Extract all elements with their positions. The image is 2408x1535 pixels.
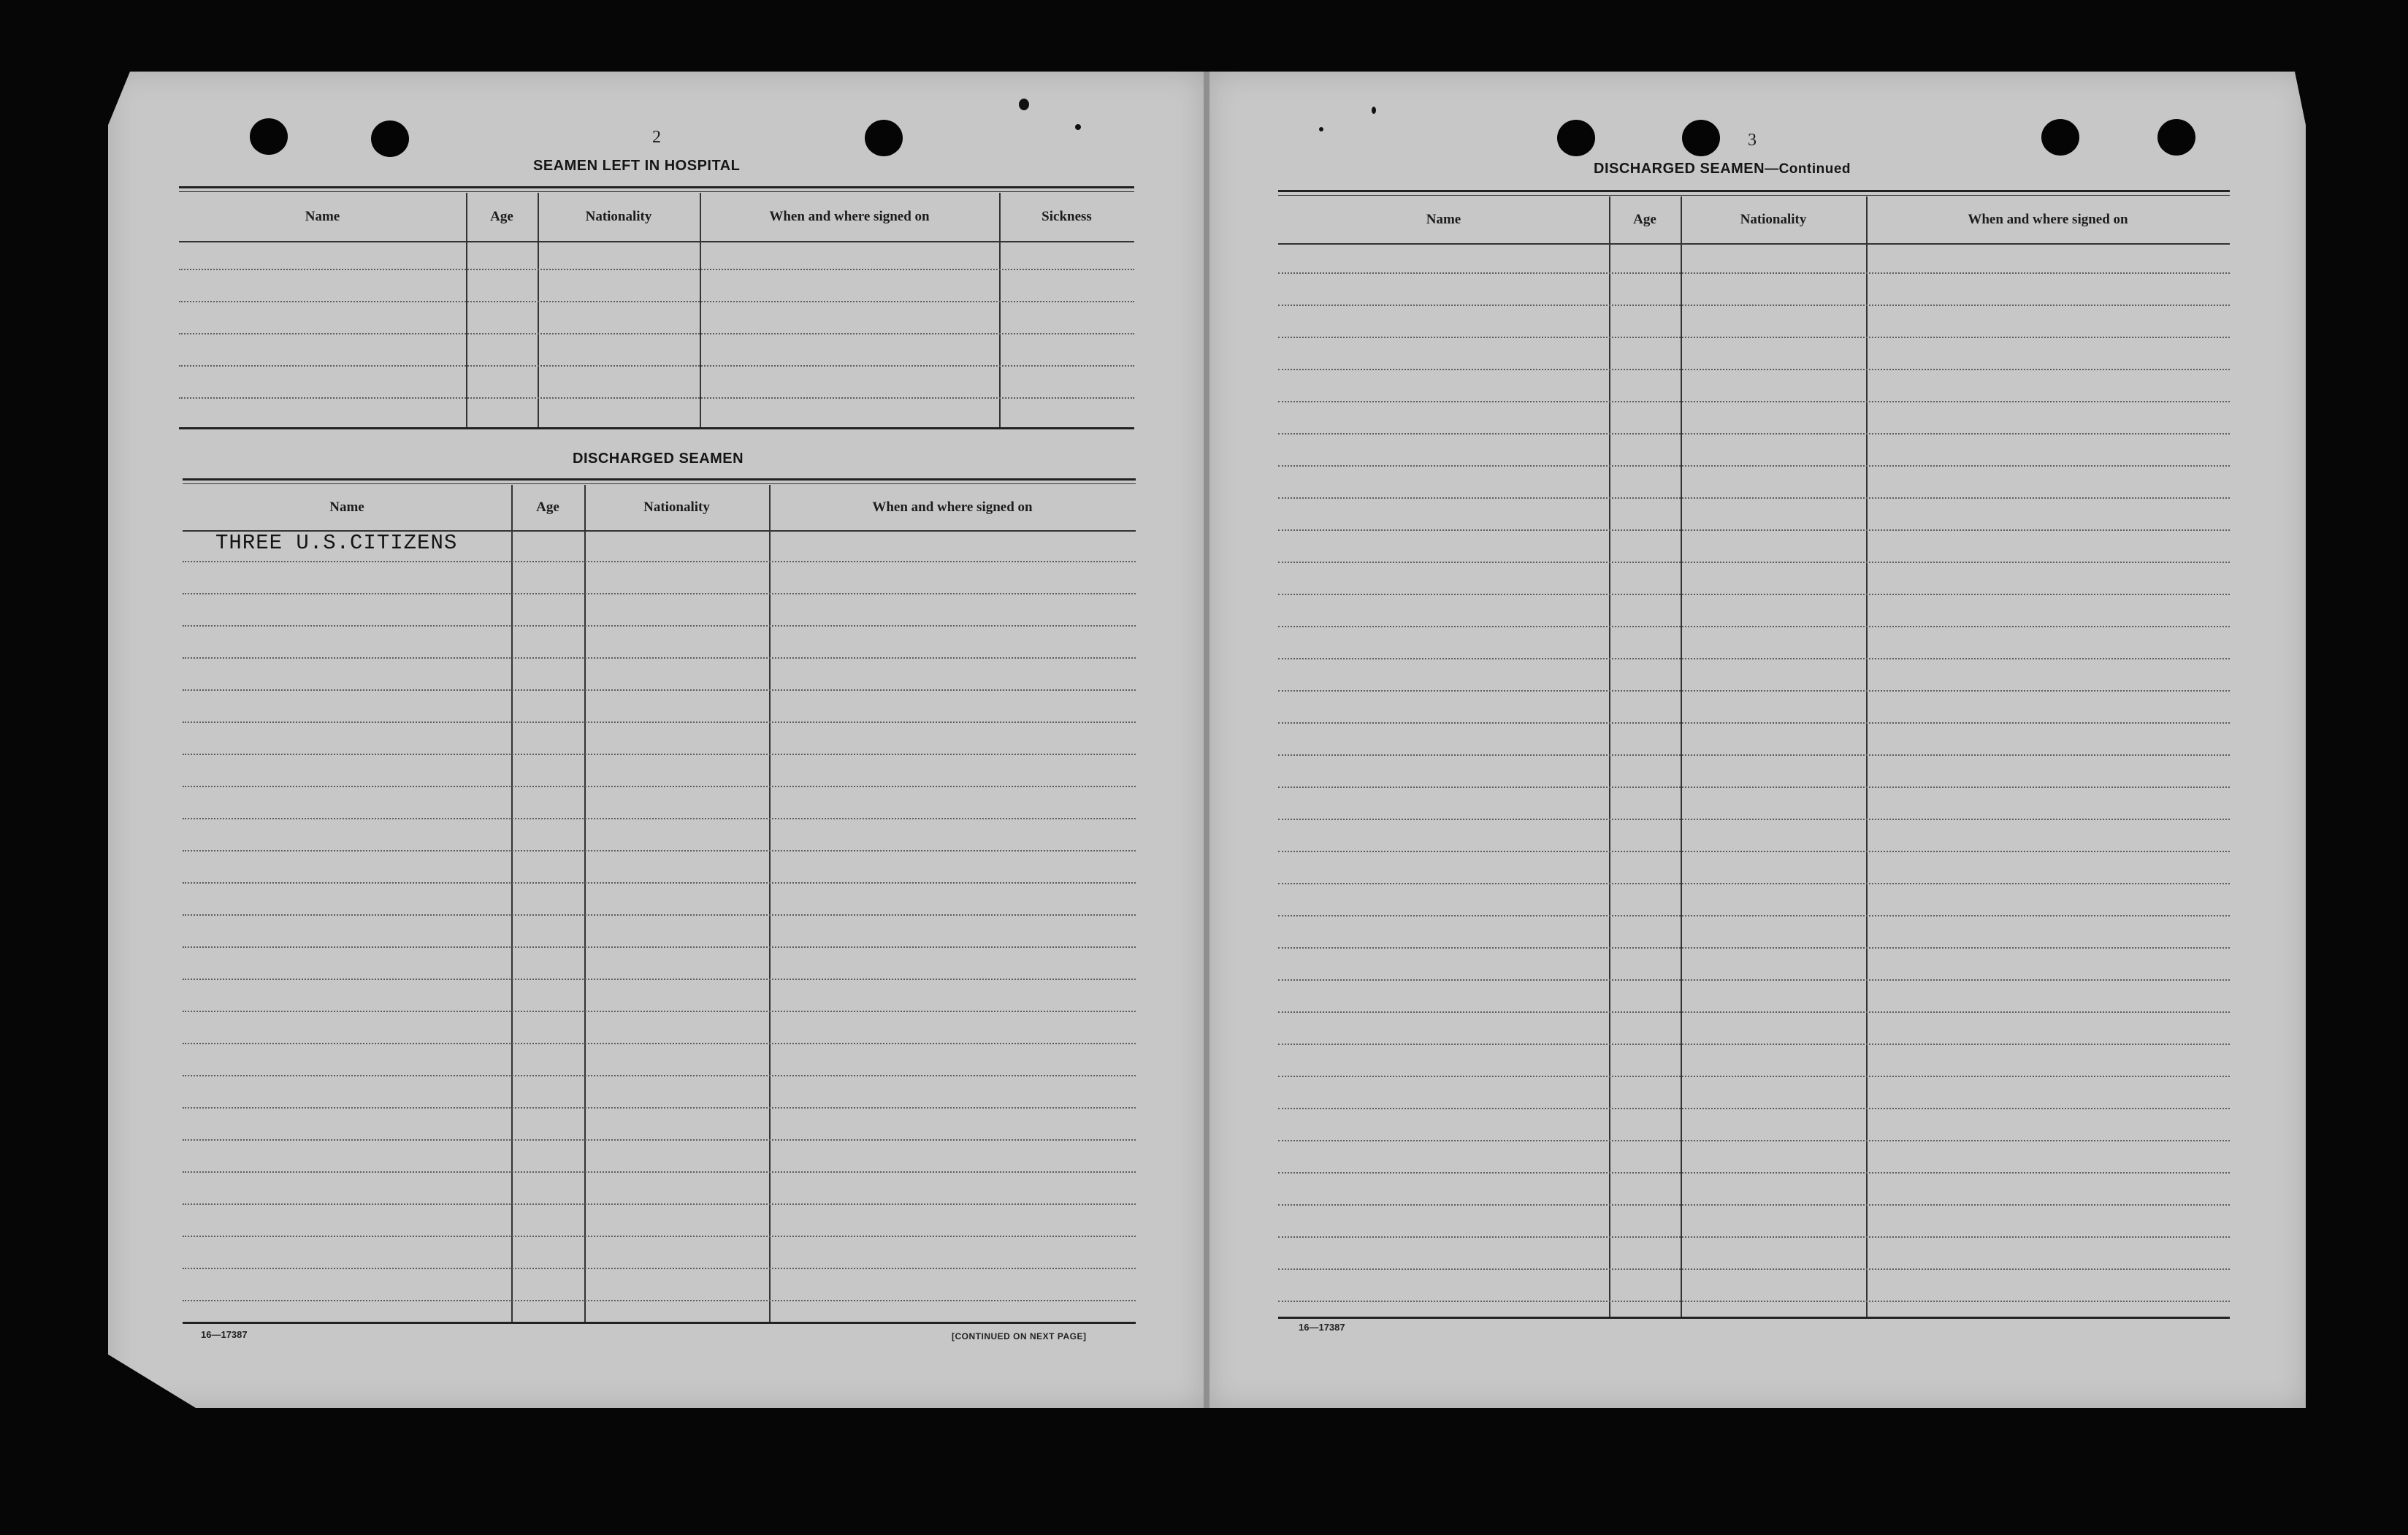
ruled-row-line — [1278, 433, 2230, 435]
ruled-row-line — [183, 1300, 1136, 1301]
ruled-row-line — [183, 946, 1136, 948]
ruled-row-line — [183, 979, 1136, 980]
ruled-row-line — [183, 657, 1136, 659]
ruled-row-line — [1278, 1172, 2230, 1174]
punch-hole — [865, 120, 903, 156]
col-header-nationality: Nationality — [1740, 212, 1807, 227]
ruled-row-line — [1278, 1140, 2230, 1141]
ruled-row-line — [183, 689, 1136, 691]
ruled-row-line — [1278, 851, 2230, 852]
col-header-age: Age — [490, 209, 513, 224]
ruled-row-line — [1278, 979, 2230, 981]
ruled-row-line — [1278, 754, 2230, 756]
continued-note: [CONTINUED ON NEXT PAGE] — [952, 1331, 1087, 1341]
ruled-row-line — [183, 1268, 1136, 1269]
ruled-row-line — [183, 1203, 1136, 1205]
discharged-title-suffix: —Continued — [1765, 161, 1851, 177]
ruled-row-line — [183, 850, 1136, 851]
ink-speck — [1019, 99, 1029, 110]
ruled-row-line — [1278, 1108, 2230, 1109]
ruled-row-line — [1278, 883, 2230, 884]
ruled-row-line — [1278, 1268, 2230, 1270]
ruled-row-line — [183, 754, 1136, 755]
ruled-row-line — [1278, 1011, 2230, 1013]
ruled-row-line — [1278, 305, 2230, 306]
ink-speck — [1319, 127, 1323, 131]
discharged-section-title: DISCHARGED SEAMEN — [573, 451, 744, 467]
ruled-row-line — [183, 721, 1136, 723]
ruled-row-line — [183, 1011, 1136, 1012]
discharged-table — [183, 478, 1136, 1324]
hospital-section-title: SEAMEN LEFT IN HOSPITAL — [533, 158, 741, 174]
col-header-age: Age — [536, 499, 559, 515]
ruled-row-line — [1278, 562, 2230, 563]
ruled-row-line — [1278, 1044, 2230, 1045]
ruled-row-line — [183, 818, 1136, 819]
page-gutter — [1204, 72, 1209, 1408]
page-number-left: 2 — [652, 128, 661, 147]
ruled-row-line — [1278, 497, 2230, 499]
ruled-row-line — [183, 914, 1136, 916]
col-header-signed-on: When and where signed on — [769, 209, 930, 224]
ruled-row-line — [1278, 529, 2230, 531]
discharged-title-main: DISCHARGED SEAMEN — [1594, 161, 1765, 177]
col-header-sickness: Sickness — [1041, 209, 1092, 224]
punch-hole — [1682, 120, 1720, 156]
discharged-continued-table — [1278, 190, 2230, 1319]
ruled-row-line — [183, 1043, 1136, 1044]
discharged-entry: THREE U.S.CITIZENS — [215, 531, 458, 555]
ruled-row-line — [1278, 1301, 2230, 1302]
col-header-nationality: Nationality — [585, 209, 652, 224]
ruled-row-line — [1278, 690, 2230, 692]
ruled-row-line — [1278, 819, 2230, 820]
ruled-row-line — [1278, 626, 2230, 627]
ruled-row-line — [183, 1075, 1136, 1076]
ink-speck — [1372, 107, 1376, 114]
discharged-continued-title — [1594, 161, 1851, 177]
page-number-right: 3 — [1748, 131, 1757, 150]
ruled-row-line — [183, 1107, 1136, 1109]
ruled-row-line — [1278, 465, 2230, 467]
ruled-row-line — [183, 786, 1136, 787]
col-header-age: Age — [1633, 212, 1656, 227]
ruled-row-line — [183, 1139, 1136, 1141]
punch-hole — [250, 118, 288, 155]
ruled-row-line — [1278, 915, 2230, 916]
ruled-row-line — [183, 1236, 1136, 1237]
ruled-row-line — [1278, 369, 2230, 370]
ruled-row-line — [1278, 786, 2230, 788]
ruled-row-line — [1278, 722, 2230, 724]
col-header-name: Name — [1426, 212, 1461, 227]
col-header-name: Name — [305, 209, 340, 224]
col-header-signed-on: When and where signed on — [872, 499, 1033, 515]
hospital-table — [179, 186, 1134, 429]
ruled-row-line — [1278, 947, 2230, 949]
col-header-name: Name — [329, 499, 364, 515]
ruled-row-line — [1278, 658, 2230, 659]
punch-hole — [2157, 119, 2195, 156]
col-header-signed-on: When and where signed on — [1968, 212, 2128, 227]
ruled-row-line — [1278, 594, 2230, 595]
punch-hole — [2041, 119, 2079, 156]
ruled-row-line — [183, 593, 1136, 594]
col-header-nationality: Nationality — [643, 499, 710, 515]
ruled-row-line — [1278, 1076, 2230, 1077]
punch-hole — [371, 120, 409, 157]
ruled-row-line — [1278, 1236, 2230, 1238]
ruled-row-line — [183, 561, 1136, 562]
ruled-row-line — [1278, 272, 2230, 274]
ruled-row-line — [1278, 1204, 2230, 1206]
ink-speck — [1075, 124, 1081, 130]
form-number-left: 16—17387 — [201, 1329, 248, 1340]
ruled-row-line — [183, 625, 1136, 627]
punch-hole — [1557, 120, 1595, 156]
ruled-row-line — [1278, 401, 2230, 402]
ruled-row-line — [183, 882, 1136, 884]
ruled-row-line — [183, 1171, 1136, 1173]
ruled-row-line — [1278, 337, 2230, 338]
form-number-right: 16—17387 — [1299, 1322, 1345, 1333]
